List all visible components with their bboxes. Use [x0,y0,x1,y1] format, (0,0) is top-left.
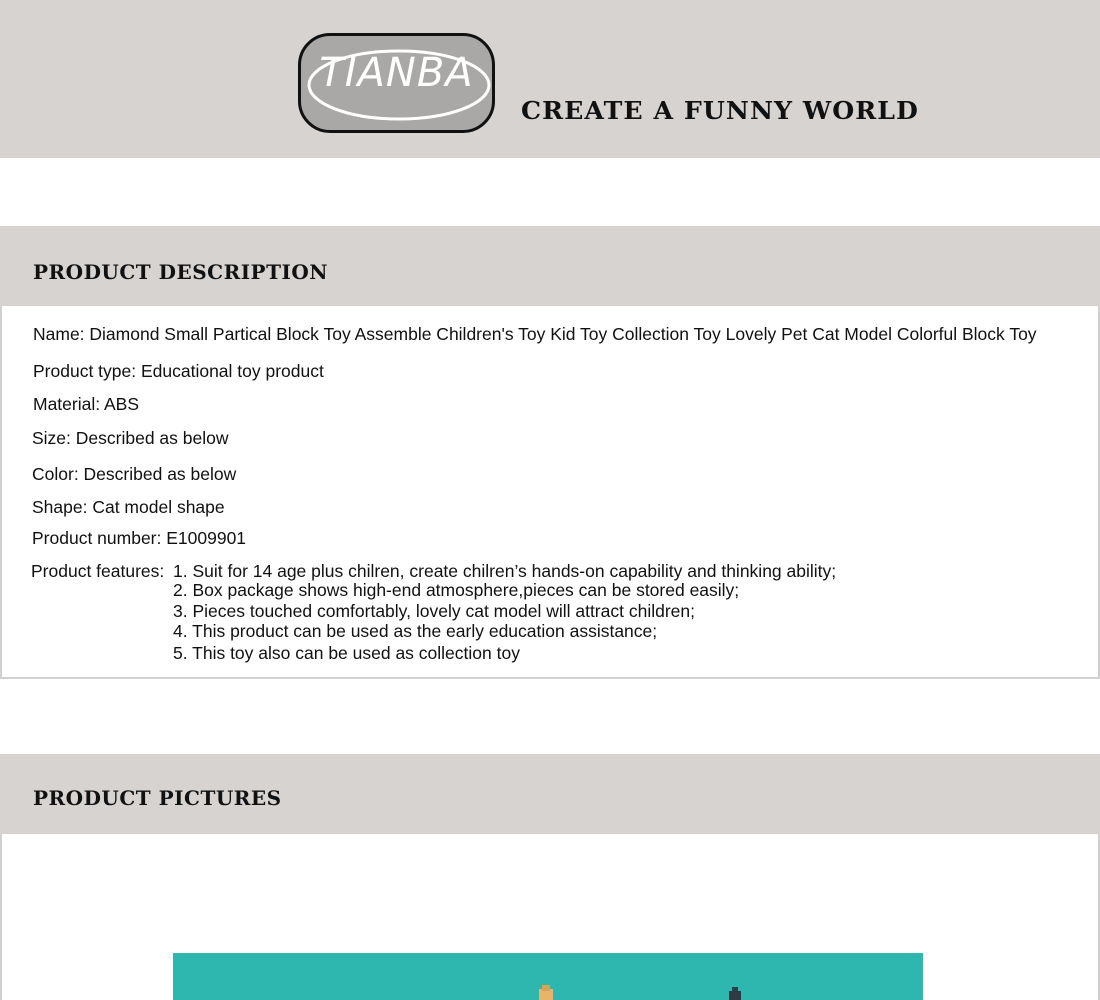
features-label: Product features: [31,561,165,581]
description-panel [0,306,1100,679]
spec-material: Material: ABS [33,394,140,414]
feature-item: 4. This product can be used as the early education assistance; [173,621,658,641]
spec-shape: Shape: Cat model shape [32,497,225,517]
feature-item: 3. Pieces touched comfortably, lovely cat model will attract children; [173,601,695,621]
brand-logo[interactable] [298,33,495,133]
spec-color: Color: Described as below [32,464,237,484]
feature-item: 2. Box package shows high-end atmosphere,pieces can be stored easily; [173,580,740,600]
header-band [0,0,1100,158]
pictures-header [0,754,1100,834]
spec-size: Size: Described as below [32,428,229,448]
description-header [0,226,1100,306]
pictures-title: PRODUCT PICTURES [33,786,282,810]
feature-item: 1. Suit for 14 age plus chilren, create chilren’s hands-on capability and thinking ability; [173,561,837,581]
tagline: CREATE A FUNNY WORLD [521,96,919,125]
logo-text: TIANBA [319,50,474,96]
spec-product-number: Product number: E1009901 [32,528,247,548]
product-image [173,953,923,1000]
description-title: PRODUCT DESCRIPTION [33,260,329,284]
dark-block-cat-image [729,991,741,1000]
spec-name: Name: Diamond Small Partical Block Toy Assemble Children's Toy Kid Toy Collection Toy Lovely Pet Cat Model Colorful Block Toy [33,324,1037,344]
feature-item: 5. This toy also can be used as collection toy [173,643,520,663]
spec-product-type: Product type: Educational toy product [33,361,324,381]
orange-block-cat-image [539,989,553,1000]
